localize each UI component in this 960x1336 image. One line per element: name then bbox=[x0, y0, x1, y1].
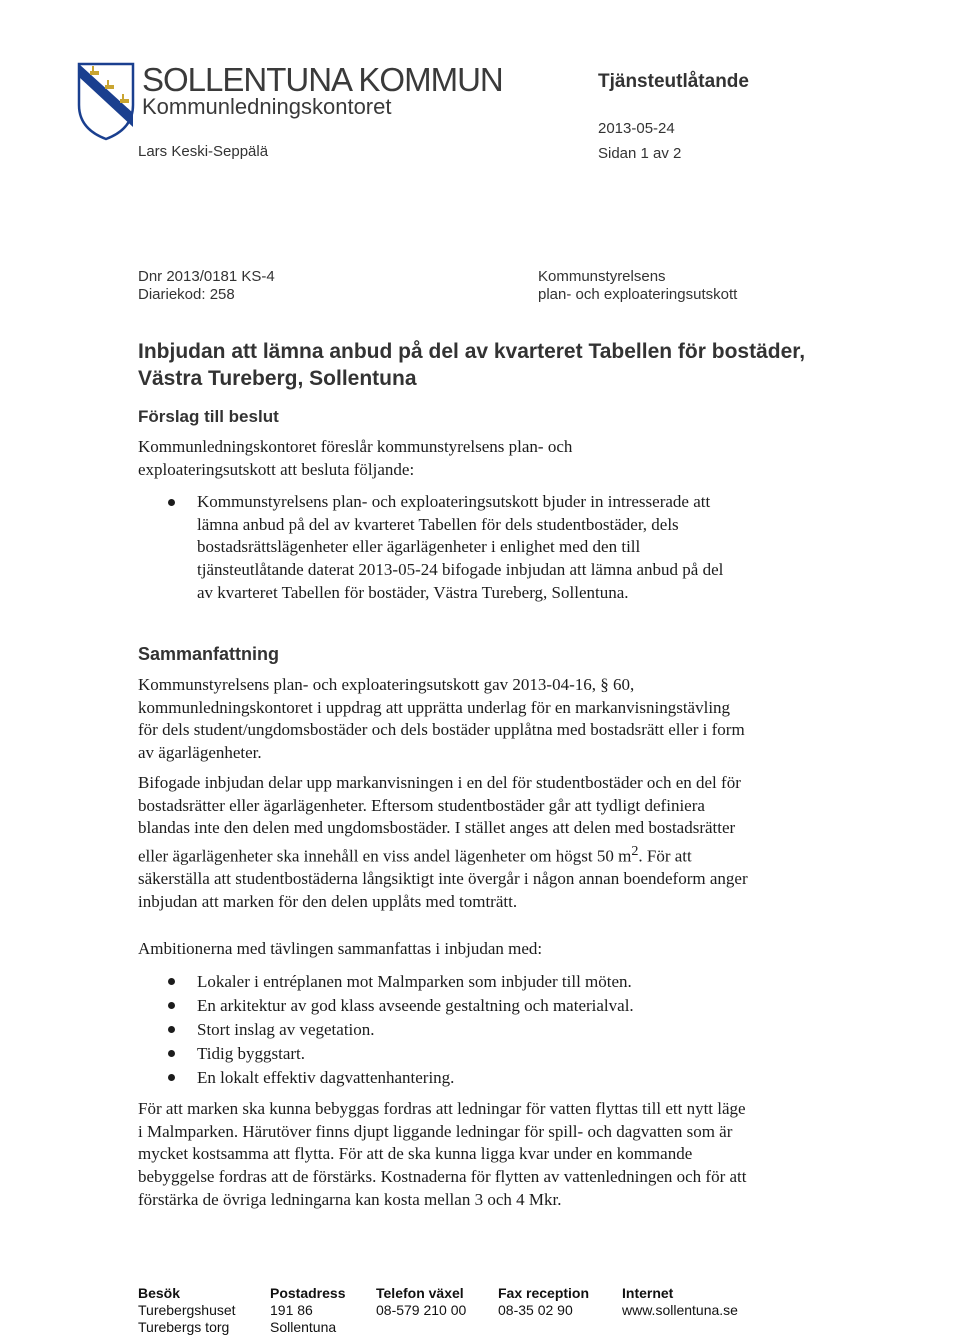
footer-label: Postadress bbox=[270, 1285, 346, 1301]
reference-block bbox=[138, 268, 275, 304]
paragraph-text: . För att säkerställa att studentbostäderna långsiktigt inte övergår i någon annan boendeform anger inbjudan att marken för den delen upplåts med tomträtt. bbox=[138, 846, 748, 912]
document-type: Tjänsteutlåtande bbox=[598, 71, 749, 92]
footer-label: Fax reception bbox=[498, 1285, 590, 1301]
list-item: En lokalt effektiv dagvattenhantering. bbox=[168, 1066, 757, 1090]
section-heading-forslag: Förslag till beslut bbox=[138, 407, 279, 426]
footer-website-link[interactable]: www.sollentuna.se bbox=[622, 1302, 738, 1318]
footer-internet bbox=[622, 1285, 738, 1336]
footer-value: Turebergshuset bbox=[138, 1302, 236, 1318]
diary-code: Diariekod: 258 bbox=[138, 286, 235, 303]
sollentuna-coat-of-arms-icon bbox=[76, 61, 136, 141]
ambitions-list bbox=[168, 970, 757, 1090]
author-name: Lars Keski-Seppälä bbox=[138, 143, 269, 160]
decision-list bbox=[168, 491, 742, 605]
footer-phone bbox=[376, 1285, 498, 1336]
list-item: Lokaler i entréplanen mot Malmparken som inbjuder till möten. bbox=[168, 970, 757, 994]
recipient-line: Kommunstyrelsens bbox=[538, 268, 666, 285]
footer-value: 08-579 210 00 bbox=[376, 1302, 467, 1318]
page-footer bbox=[138, 1285, 738, 1336]
list-item: En arkitektur av god klass avseende gestaltning och materialval. bbox=[168, 994, 757, 1018]
paragraph-text: Bifogade inbjudan delar upp markanvisningen i en del för studentbostäder och en del för bostadsrätter eller ägarlägenheter. Eftersom studentbostäder går att tydligt definiera blandas inte den delen med ungdomsbostäder. I stället anges att delen med bostadsrätter eller ägarlägenheter ska innehåll en viss andel lägenheter om högst 50 m bbox=[138, 773, 741, 866]
list-item: Stort inslag av vegetation. bbox=[168, 1018, 757, 1042]
organization-department: Kommunledningskontoret bbox=[142, 94, 392, 119]
superscript: 2 bbox=[631, 843, 639, 860]
footer-label: Telefon växel bbox=[376, 1285, 464, 1301]
section-heading-sammanfattning: Sammanfattning bbox=[138, 644, 280, 664]
footer-label: Besök bbox=[138, 1285, 181, 1301]
recipient-block bbox=[538, 268, 737, 304]
document-title: Inbjudan att lämna anbud på del av kvarteret Tabellen för bostäder, Västra Tureberg, Sollentuna bbox=[138, 340, 806, 390]
footer-label: Internet bbox=[622, 1285, 674, 1301]
organization-name: SOLLENTUNA KOMMUN bbox=[142, 61, 503, 98]
paragraph-summary-4: För att marken ska kunna bebyggas fordras att ledningar för vatten flyttas till ett nytt läge i Malmparken. Härutöver finns djupt liggande ledningar för spill- och dagvatten som är mycket kostsamma att flytta. För att de ska kunna ligga kvar under en kommande bebyggelse fordras att de förstärks. Kostnaderna för flytten av vattenledningen och för att förstärka de övriga ledningarna kan kosta mellan 3 och 4 Mkr. bbox=[138, 1099, 747, 1209]
paragraph-summary-3: Ambitionerna med tävlingen sammanfattas i inbjudan med: bbox=[138, 939, 543, 958]
footer-value: Sollentuna bbox=[270, 1319, 337, 1335]
footer-fax bbox=[498, 1285, 622, 1336]
paragraph-forslag-intro: Kommunledningskontoret föreslår kommunstyrelsens plan- och exploateringsutskott att besluta följande: bbox=[138, 437, 573, 479]
paragraph-summary-2 bbox=[138, 772, 748, 914]
recipient-line: plan- och exploateringsutskott bbox=[538, 286, 738, 303]
footer-value: Turebergs torg bbox=[138, 1319, 230, 1335]
list-item: Kommunstyrelsens plan- och exploateringsutskott bjuder in intresserade att lämna anbud på del av kvarteret Tabellen för dels studentbostäder, dels bostadsrättslägenheter eller ägarlägenheter i enlighet med den till tjänsteutlåtande daterat 2013-05-24 bifogade inbjudan att lämna anbud på del av kvarteret Tabellen för bostäder, Västra Tureberg, Sollentuna. bbox=[168, 491, 742, 605]
footer-postal bbox=[270, 1285, 376, 1336]
paragraph-summary-1: Kommunstyrelsens plan- och exploateringsutskott gav 2013-04-16, § 60, kommunledningskontoret i uppdrag att upprätta underlag för en markanvisningstävling för dels student/ungdomsbostäder och dels bostäder upplåtna med bostadsrätt eller i form av ägarlägenheter. bbox=[138, 675, 745, 763]
list-item: Tidig byggstart. bbox=[168, 1042, 757, 1066]
dnr-number: Dnr 2013/0181 KS-4 bbox=[138, 268, 275, 285]
page-number: Sidan 1 av 2 bbox=[598, 145, 682, 162]
footer-visit bbox=[138, 1285, 270, 1336]
document-date: 2013-05-24 bbox=[598, 120, 675, 137]
footer-value: 191 86 bbox=[270, 1302, 313, 1318]
footer-value: 08-35 02 90 bbox=[498, 1302, 573, 1318]
